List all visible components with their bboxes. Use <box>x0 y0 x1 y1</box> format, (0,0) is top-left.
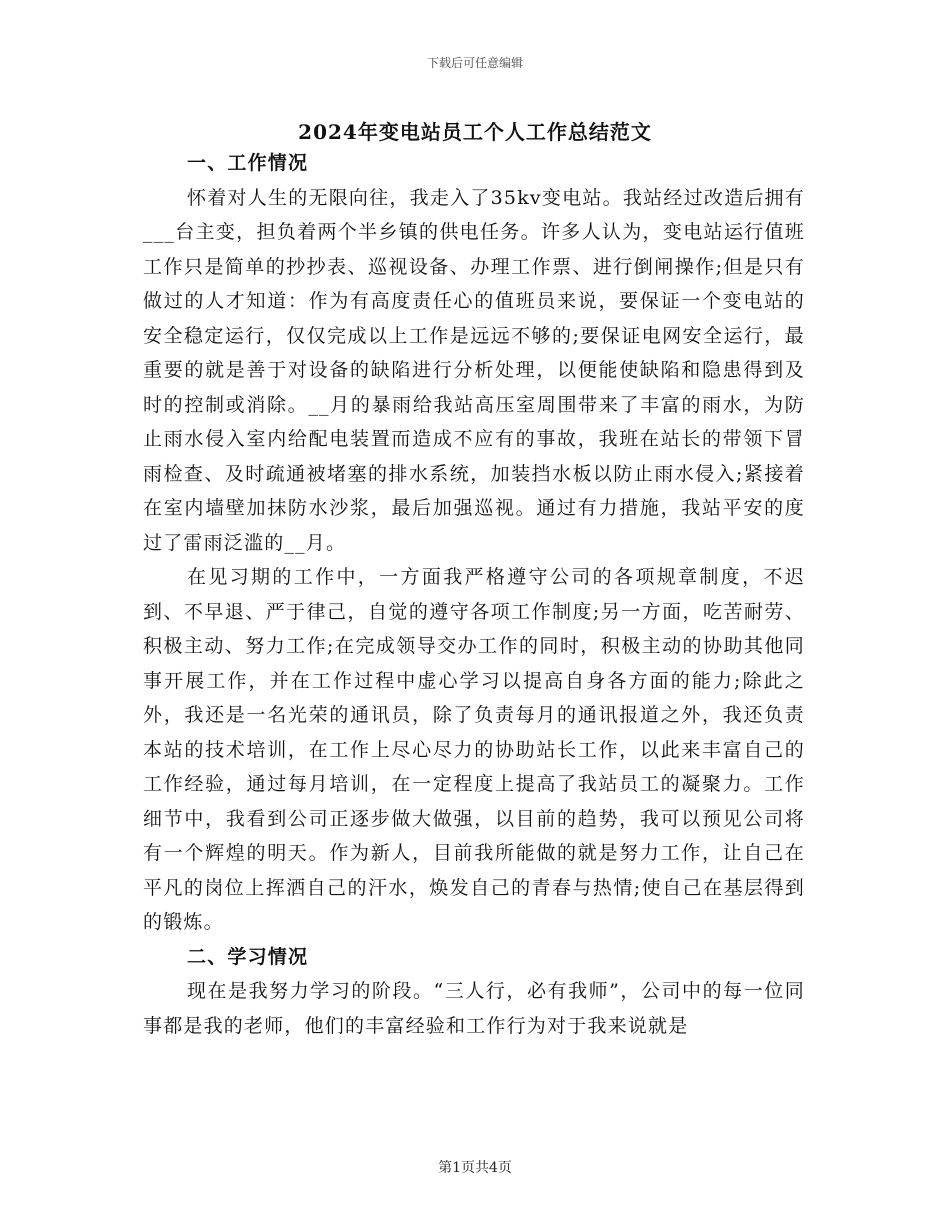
section-heading: 一、工作情况 <box>187 152 309 174</box>
paragraph: 现在是我努力学习的阶段。“三人行，必有我师”，公司中的每一位同事都是我的老师，他们的丰富经验和工作行为对于我来说就是 <box>143 980 805 1037</box>
page-header-note: 下载后可任意编辑 <box>426 56 523 70</box>
paragraph: 在见习期的工作中，一方面我严格遵守公司的各项规章制度，不迟到、不早退、严于律己，自觉的遵守各项工作制度;另一方面，吃苦耐劳、积极主动、努力工作;在完成领导交办工作的同时，积极主动的协助其他同事开展工作，并在工作过程中虚心学习以提高自身各方面的能力;除此之外，我还是一名光荣的通讯员，除了负责每月的通讯报道之外，我还负责本站的技术培训，在工作上尽心尽力的协助站长工作，以此来丰富自己的工作经验，通过每月培训，在一定程度上提高了我站员工的凝聚力。工作细节中，我看到公司正逐步做大做强，以目前的趋势，我可以预见公司将有一个辉煌的明天。作为新人，目前我所能做的就是努力工作，让自己在平凡的岗位上挥洒自己的汗水，焕发自己的青春与热情;使自己在基层得到的锻炼。 <box>143 566 805 933</box>
section-heading: 二、学习情况 <box>187 945 309 968</box>
page-footer: 第1页共4页 <box>438 1160 512 1176</box>
document-title: 2024年变电站员工个人工作总结范文 <box>298 120 652 144</box>
paragraph: 怀着对人生的无限向往，我走入了35kv变电站。我站经过改造后拥有___台主变，担负着两个半乡镇的供电任务。许多人认为，变电站运行值班工作只是简单的抄抄表、巡视设备、办理工作票、进行倒闸操作;但是只有做过的人才知道：作为有高度责任心的值班员来说，要保证一个变电站的安全稳定运行，仅仅完成以上工作是远远不够的;要保证电网安全运行，最重要的就是善于对设备的缺陷进行分析处理，以便能使缺陷和隐患得到及时的控制或消除。__月的暴雨给我站高压室周围带来了丰富的雨水，为防止雨水侵入室内给配电装置而造成不应有的事故，我班在站长的带领下冒雨检查、及时疏通被堵塞的排水系统，加装挡水板以防止雨水侵入;紧接着在室内墙壁加抹防水沙浆，最后加强巡视。通过有力措施，我站平安的度过了雷雨泛滥的__月。 <box>143 186 805 554</box>
document-body <box>143 146 805 1043</box>
